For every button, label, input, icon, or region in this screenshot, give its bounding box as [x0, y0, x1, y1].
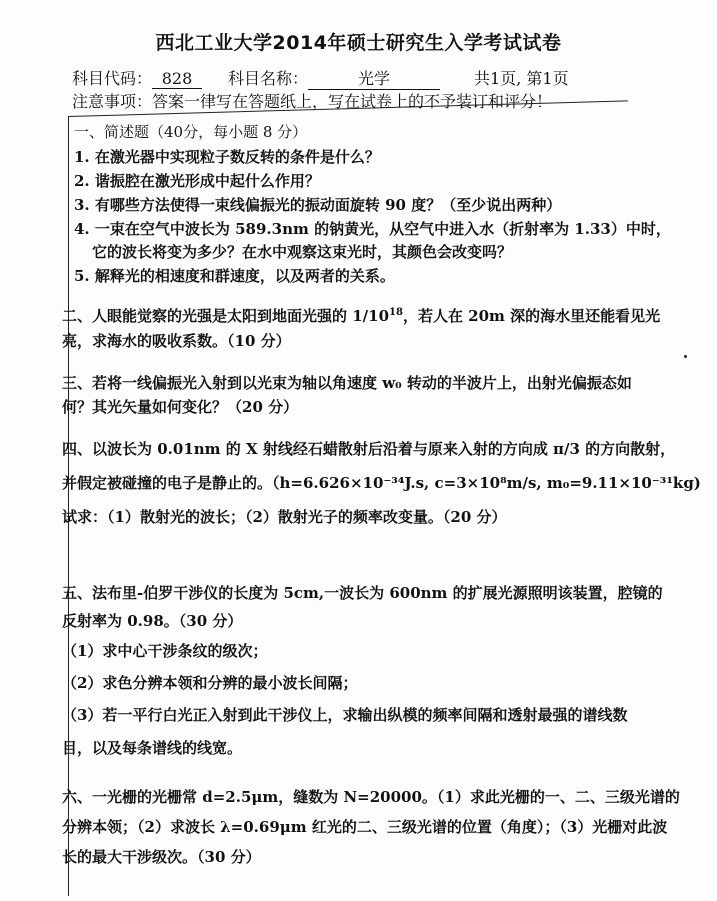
section-3-line1: 三、若将一线偏振光入射到以光束为轴以角速度 w₀ 转动的半波片上，出射光偏振态如: [62, 374, 632, 392]
section-5-sub3-line1: （3）若一平行白光正入射到此干涉仪上，求输出纵模的频率间隔和透射最强的谱线数: [62, 706, 628, 724]
section-5-line1: 五、法布里-伯罗干涉仪的长度为 5cm,一波长为 600nm 的扩展光源照明该装置，腔镜的: [62, 584, 663, 602]
section-1-q2: 2. 谐振腔在激光形成中起什么作用？: [74, 172, 320, 190]
section-5-line2: 反射率为 0.98。（30 分）: [62, 612, 243, 630]
meta-row: [72, 66, 692, 90]
section-5-sub1: （1）求中心干涉条纹的级次；: [62, 642, 268, 660]
exam-title: 西北工业大学2014年硕士研究生入学考试试卷: [155, 32, 562, 54]
section-3-line2: 何？其光矢量如何变化？（20 分）: [62, 398, 299, 416]
section-6-line3: 长的最大干涉级次。（30 分）: [62, 848, 261, 866]
section-4-line1: 四、以波长为 0.01nm 的 X 射线经石蜡散射后沿着与原来入射的方向成 π/3 的方向散射，: [62, 440, 676, 458]
section-6-line1: 六、一光栅的光栅常 d=2.5μm，缝数为 N=20000。（1）求此光栅的一、二、三级光谱的: [62, 788, 680, 806]
section-1-q1: 1. 在激光器中实现粒子数反转的条件是什么？: [74, 148, 380, 166]
section-6-line2: 分辨本领；（2）求波长 λ=0.69μm 红光的二、三级光谱的位置（角度）；（3）光栅对此波: [62, 818, 668, 836]
section-2-exponent: 18: [389, 307, 403, 318]
section-2-line1: [62, 305, 660, 326]
section-2-text-b: ，若人在 20m 深的海水里还能看见光: [402, 307, 661, 325]
subject-name-label: 科目名称：: [228, 69, 309, 88]
subject-name-value: 光学: [308, 66, 440, 90]
subject-code-label: 科目代码：: [72, 69, 153, 88]
section-1-heading: 一、简述题（40分，每小题 8 分）: [74, 123, 308, 141]
section-4-line2: 并假定被碰撞的电子是静止的。（h=6.626×10⁻³⁴J.s, c=3×10⁸m/s, m₀=9.11×10⁻³¹kg): [62, 474, 701, 492]
section-1-q4-line2: 它的波长将变为多少？在水中观察这束光时，其颜色会改变吗？: [92, 243, 513, 261]
section-5-sub3-line2: 目，以及每条谱线的线宽。: [62, 739, 243, 757]
stray-dot: [684, 355, 687, 358]
section-5-sub2: （2）求色分辨本领和分辨的最小波长间隔；: [62, 674, 358, 692]
section-1-q5: 5. 解释光的相速度和群速度，以及两者的关系。: [74, 267, 395, 285]
section-2-text-a: 二、人眼能觉察的光强是太阳到地面光强的 1/10: [62, 307, 390, 325]
section-1-q4-line1: 4. 一束在空气中波长为 589.3nm 的钠黄光，从空气中进入水（折射率为 1.33）中时，: [74, 220, 671, 238]
notice: 注意事项：答案一律写在答题纸上，写在试卷上的不予装订和评分！: [72, 92, 553, 111]
subject-code-value: 828: [152, 69, 202, 89]
page-count: 共1页, 第1页: [474, 69, 569, 88]
section-1-q3: 3. 有哪些方法使得一束线偏振光的振动面旋转 90 度？（至少说出两种）: [74, 196, 562, 214]
section-4-line3: 试求：（1）散射光的波长；（2）散射光子的频率改变量。（20 分）: [62, 508, 507, 526]
section-2-line2: 亮，求海水的吸收系数。（10 分）: [62, 332, 291, 350]
